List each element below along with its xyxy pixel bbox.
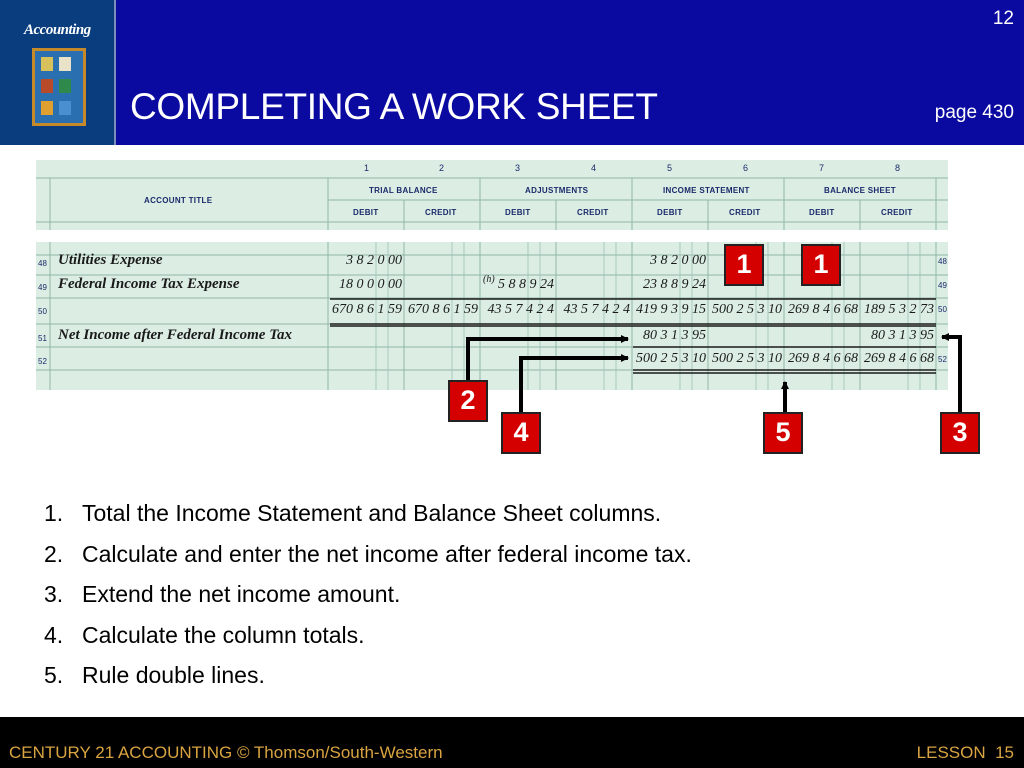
amount-cell: 3 8 2 0 00 [346,253,402,268]
amount-cell: 3 8 2 0 00 [650,253,706,268]
group-header-income-statement: INCOME STATEMENT [663,186,750,195]
line-number: 49 [938,281,947,290]
step-text: Calculate and enter the net income after federal income tax. [82,540,692,567]
amount-cell: 18 0 0 0 00 [339,277,402,292]
slide-footer [0,717,1024,768]
step-number: 3. [44,581,64,607]
subheader-credit: CREDIT [881,208,913,217]
steps-list [44,500,692,703]
step-item [44,541,692,582]
group-header-trial-balance: TRIAL BALANCE [369,186,438,195]
step-number: 2. [44,540,64,567]
line-number: 48 [38,259,47,268]
subheader-debit: DEBIT [657,208,683,217]
line-number: 50 [938,305,947,314]
group-header-adjustments: ADJUSTMENTS [525,186,589,195]
subheader-credit: CREDIT [425,208,457,217]
amount-cell: 80 3 1 3 95 [871,328,934,343]
step-item [44,581,692,622]
step-number: 5. [44,662,64,688]
account-title: Federal Income Tax Expense [58,276,240,292]
subheader-credit: CREDIT [729,208,761,217]
amount-cell: 43 5 7 4 2 4 [487,302,554,317]
column-number: 6 [743,163,749,173]
amount-cell: 189 5 3 2 73 [864,302,934,317]
step-text: Rule double lines. [82,662,265,688]
step-item [44,662,692,703]
amount-cell: 23 8 8 9 24 [643,277,706,292]
callout-badge-5: 5 [763,412,803,454]
line-number: 51 [38,334,47,343]
amount-cell: 670 8 6 1 59 [408,302,478,317]
amount-cell: 500 2 5 3 10 [636,351,706,366]
callout-badge-3: 3 [940,412,980,454]
callout-badge-1: 1 [801,244,841,286]
step-text: Total the Income Statement and Balance Sheet columns. [82,500,662,526]
line-number: 49 [38,283,47,292]
subheader-debit: DEBIT [809,208,835,217]
slide-title: COMPLETING A WORK SHEET [130,86,658,127]
amount-cell: 670 8 6 1 59 [332,302,402,317]
amount-cell: 80 3 1 3 95 [643,328,706,343]
amount-cell: 419 9 3 9 15 [636,302,706,317]
footer-lesson: LESSON 15 [916,743,1014,762]
account-title-header: ACCOUNT TITLE [144,196,213,205]
footer-copyright: CENTURY 21 ACCOUNTING © Thomson/South-Western [9,743,443,762]
line-number: 50 [38,307,47,316]
adjustment-label: (h) [483,274,495,285]
subheader-debit: DEBIT [353,208,379,217]
callout-badge-4: 4 [501,412,541,454]
column-number: 4 [591,163,597,173]
amount-cell: 269 8 4 6 68 [864,351,934,366]
amount-cell: 43 5 7 4 2 4 [563,302,630,317]
slide-number: 12 [992,8,1014,29]
line-number: 52 [38,357,47,366]
group-header-balance-sheet: BALANCE SHEET [824,186,896,195]
step-item [44,500,692,541]
column-number: 8 [895,163,901,173]
callout-badge-2: 2 [448,380,488,422]
callout-badge-1: 1 [724,244,764,286]
column-number: 2 [439,163,445,173]
account-title: Utilities Expense [58,252,163,268]
step-number: 4. [44,621,64,648]
column-number: 7 [819,163,825,173]
subheader-credit: CREDIT [577,208,609,217]
line-number: 52 [938,355,947,364]
step-text: Extend the net income amount. [82,581,401,607]
column-number: 3 [515,163,521,173]
amount-cell: 500 2 5 3 10 [712,351,782,366]
subheader-debit: DEBIT [505,208,531,217]
amount-cell: 269 8 4 6 68 [788,351,858,366]
column-number: 1 [364,163,370,173]
step-number: 1. [44,500,64,526]
step-text: Calculate the column totals. [82,621,365,648]
account-title: Net Income after Federal Income Tax [58,327,293,343]
amount-cell: 500 2 5 3 10 [712,302,782,317]
line-number: 48 [938,257,947,266]
page-reference: page 430 [934,102,1014,123]
column-number: 5 [667,163,673,173]
book-cover-brand: Accounting [24,22,91,38]
amount-cell: 5 8 8 9 24 [498,277,554,292]
amount-cell: 269 8 4 6 68 [788,302,858,317]
step-item [44,622,692,663]
